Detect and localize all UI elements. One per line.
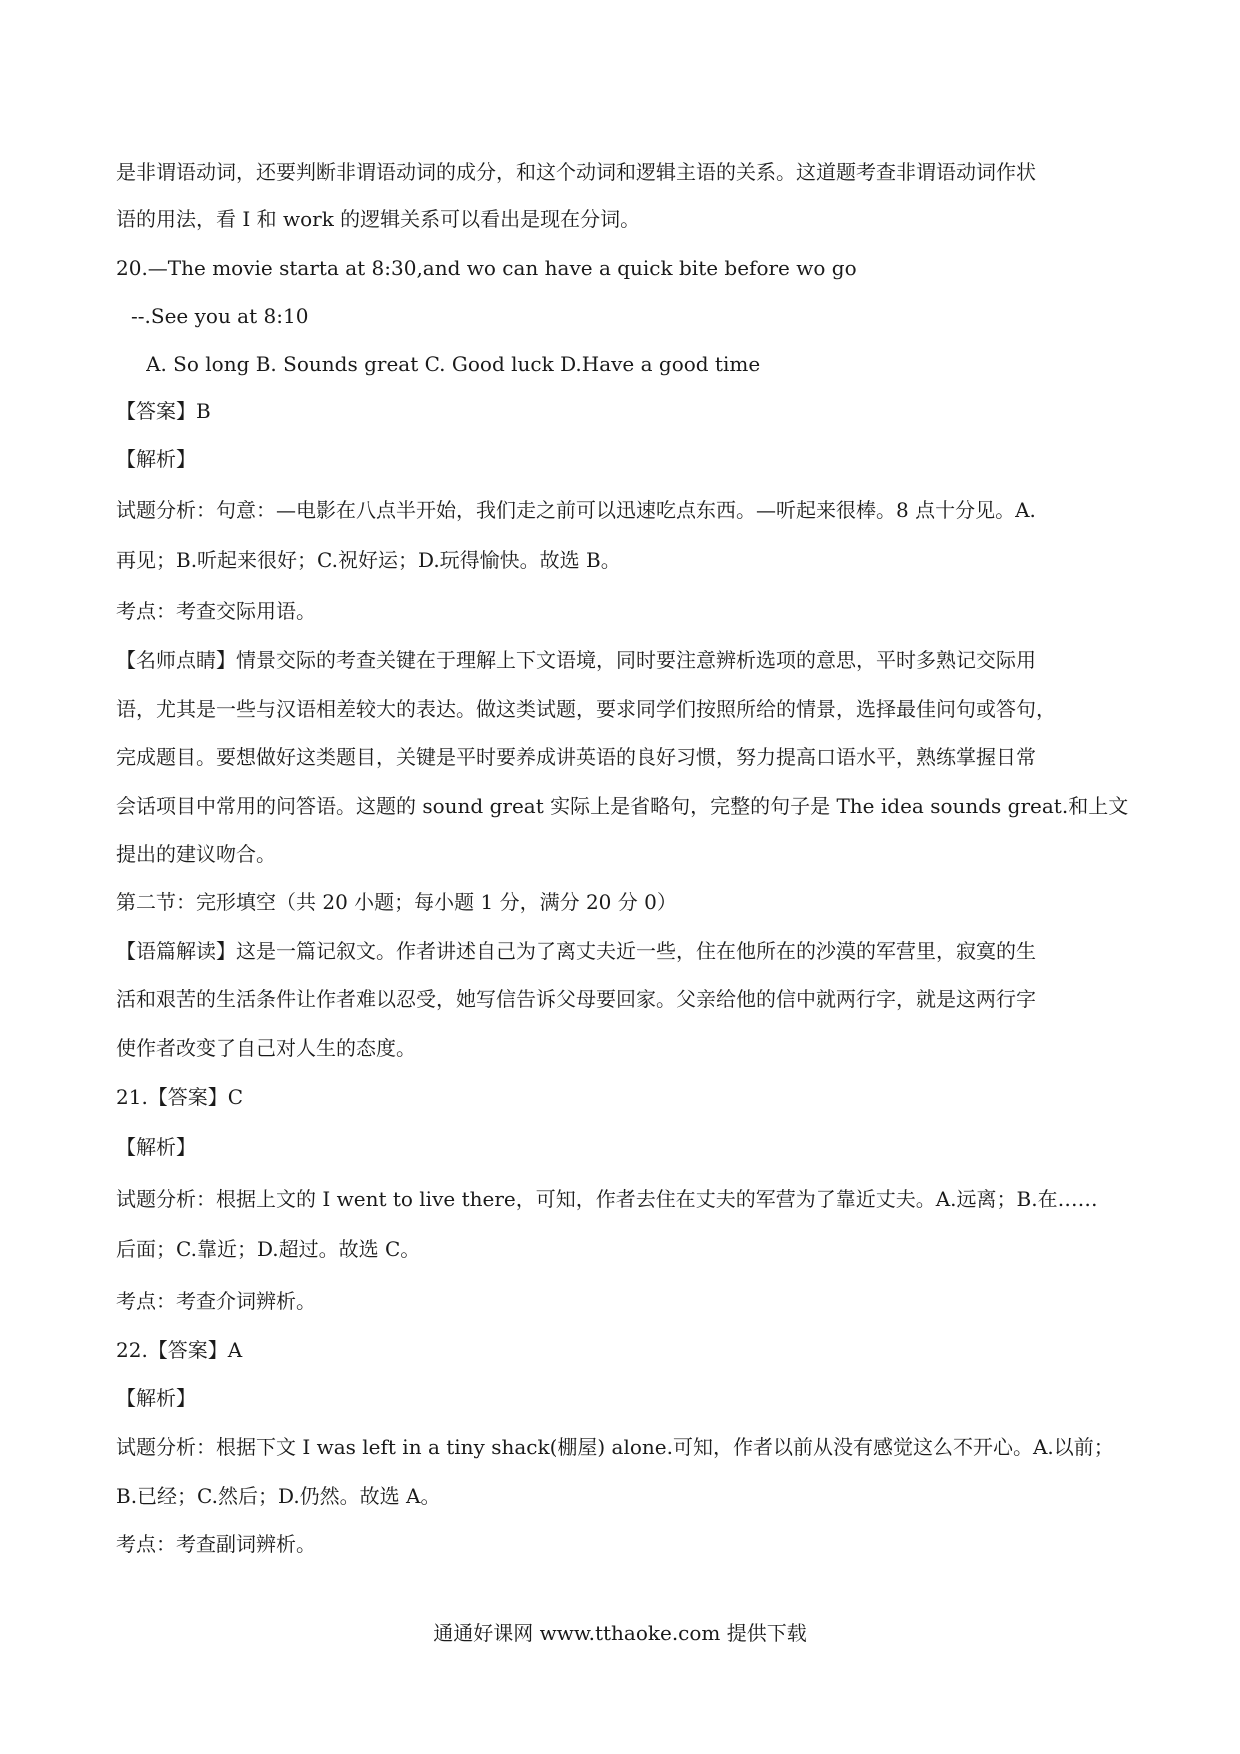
text-line: 活和艰苦的生活条件让作者难以忍受，她写信告诉父母要回家。父亲给他的信中就两行字，就是这两行字 [116, 987, 1036, 1011]
answer-heading: 22.【答案】A [116, 1338, 243, 1362]
text-line: 试题分析：根据上文的 I went to live there，可知，作者去住在丈夫的军营为了靠近丈夫。A.远离；B.在…… [116, 1187, 1098, 1211]
text-line: 后面；C.靠近；D.超过。故选 C。 [116, 1237, 421, 1261]
question-20-reply: --.See you at 8:10 [131, 304, 309, 328]
text-line: 【名师点睛】情景交际的考查关键在于理解上下文语境，同时要注意辨析选项的意思，平时多熟记交际用 [116, 648, 1036, 672]
text-line: B.已经；C.然后；D.仍然。故选 A。 [116, 1484, 441, 1508]
section-heading: 第二节：完形填空（共 20 小题；每小题 1 分，满分 20 分 0） [116, 890, 677, 914]
question-20-options: A. So long B. Sounds great C. Good luck D.Have a good time [146, 352, 761, 376]
analysis-heading: 【解析】 [116, 1386, 196, 1410]
text-line: 试题分析：根据下文 I was left in a tiny shack(棚屋) alone.可知，作者以前从没有感觉这么不开心。A.以前； [116, 1435, 1114, 1459]
analysis-heading: 【解析】 [116, 447, 196, 471]
text-line: 考点：考查交际用语。 [116, 599, 316, 623]
text-line: 【语篇解读】这是一篇记叙文。作者讲述自己为了离丈夫近一些，住在他所在的沙漠的军营里，寂寞的生 [116, 939, 1036, 963]
analysis-heading: 【解析】 [116, 1135, 196, 1159]
text-line: 使作者改变了自己对人生的态度。 [116, 1036, 416, 1060]
text-line: 提出的建议吻合。 [116, 842, 276, 866]
text-line: 语的用法，看 I 和 work 的逻辑关系可以看出是现在分词。 [116, 207, 641, 231]
text-line: 考点：考查介词辨析。 [116, 1289, 316, 1313]
text-line: 是非谓语动词，还要判断非谓语动词的成分，和这个动词和逻辑主语的关系。这道题考查非谓语动词作状 [116, 160, 1036, 184]
text-line: 完成题目。要想做好这类题目，关键是平时要养成讲英语的良好习惯，努力提高口语水平，熟练掌握日常 [116, 745, 1036, 769]
text-line: 试题分析：句意：—电影在八点半开始，我们走之前可以迅速吃点东西。—听起来很棒。8 点十分见。A. [116, 498, 1036, 522]
text-line: 考点：考查副词辨析。 [116, 1532, 316, 1556]
answer-heading: 【答案】B [116, 399, 211, 423]
text-line: 语，尤其是一些与汉语相差较大的表达。做这类试题，要求同学们按照所给的情景，选择最佳问句或答句， [116, 697, 1056, 721]
text-line: 会话项目中常用的问答语。这题的 sound great 实际上是省略句，完整的句子是 The idea sounds great.和上文 [116, 794, 1129, 818]
text-line: 再见；B.听起来很好；C.祝好运；D.玩得愉快。故选 B。 [116, 548, 621, 572]
answer-heading: 21.【答案】C [116, 1085, 244, 1109]
question-20-stem: 20.—The movie starta at 8:30,and wo can have a quick bite before wo go [116, 256, 857, 280]
page-footer: 通通好课网 www.tthaoke.com 提供下载 [433, 1621, 807, 1645]
